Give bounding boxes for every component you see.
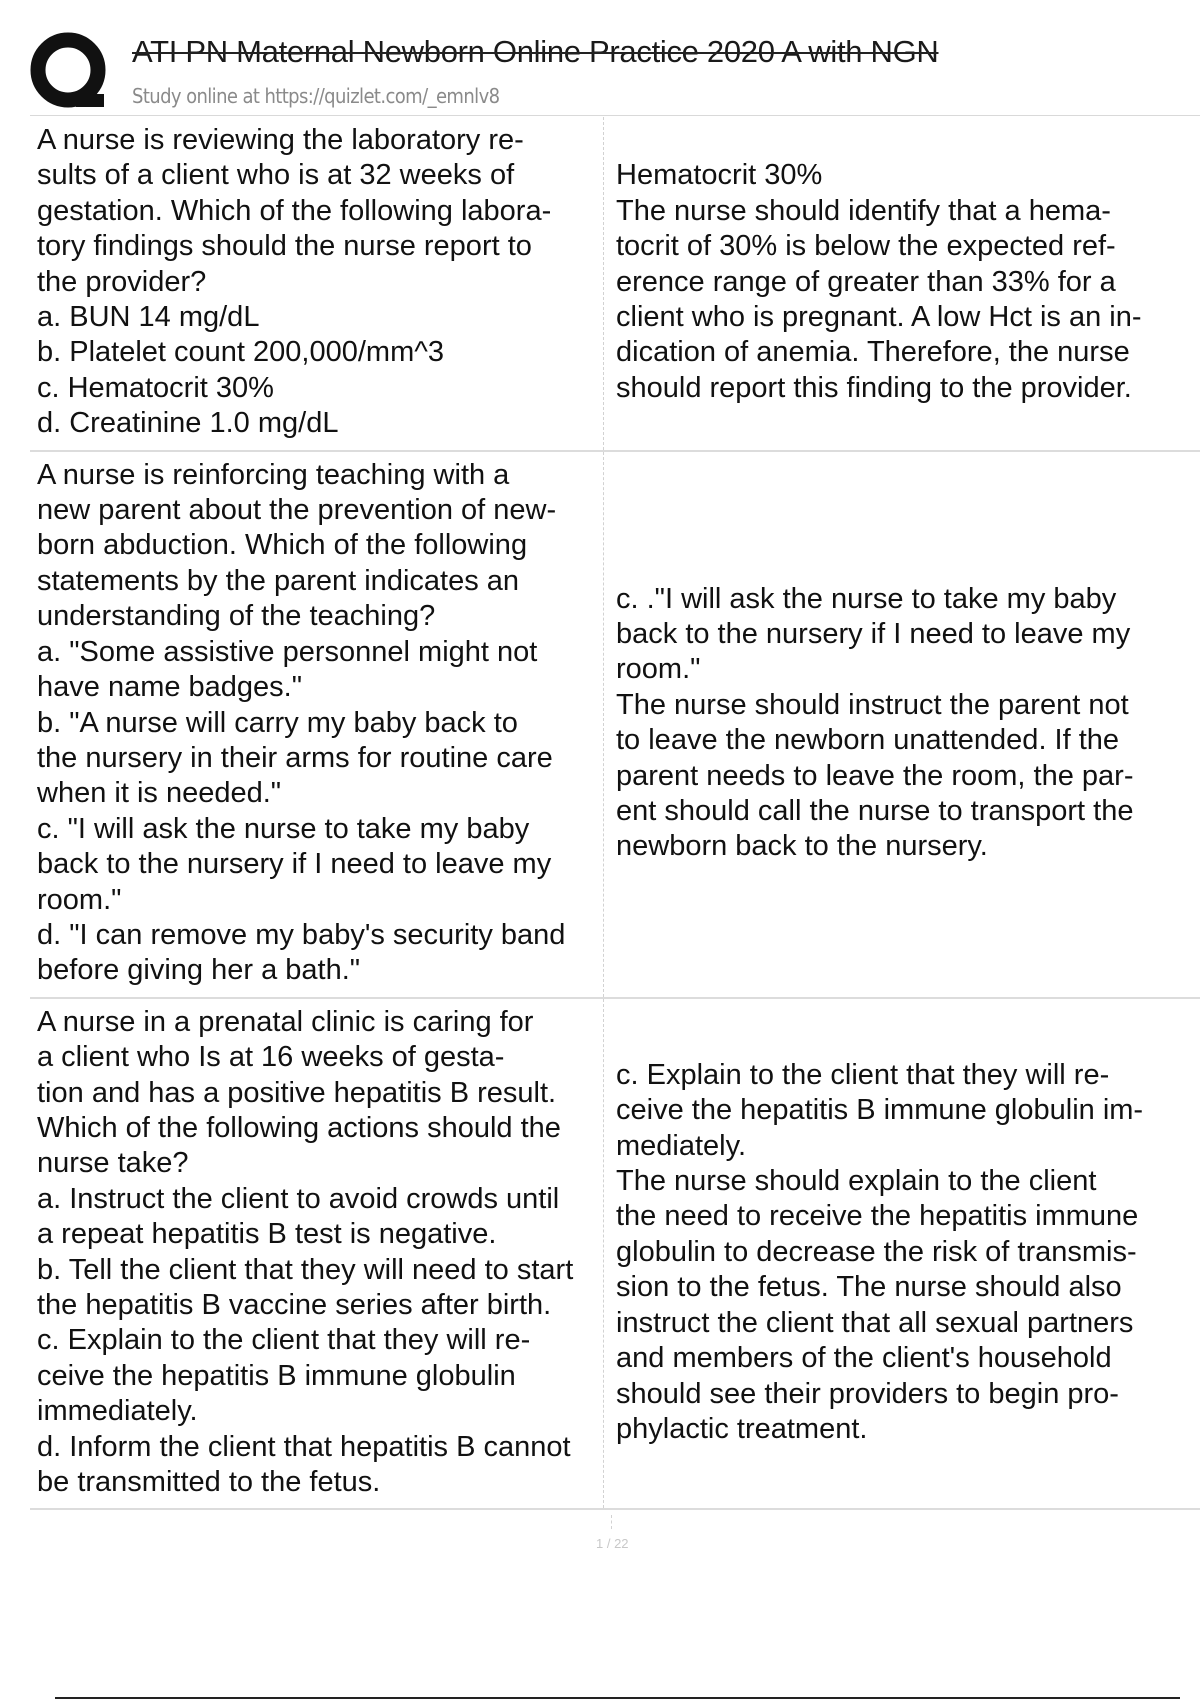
option-d: be transmitted to the fetus. bbox=[37, 1466, 381, 1499]
answer-line: c. Explain to the client that they will re- bbox=[616, 1058, 1110, 1091]
answer-line: mediately. bbox=[616, 1129, 747, 1162]
option-c: room." bbox=[37, 883, 122, 916]
term-line: tion and has a positive hepatitis B result. bbox=[37, 1076, 557, 1109]
answer-line: back to the nursery if I need to leave my bbox=[616, 617, 1131, 650]
term-line: nurse take? bbox=[37, 1147, 189, 1180]
rationale-line: to leave the newborn unattended. If the bbox=[616, 724, 1120, 757]
rationale-line: should see their providers to begin pro- bbox=[616, 1377, 1119, 1410]
option-a: a. BUN 14 mg/dL bbox=[37, 301, 260, 334]
header-divider bbox=[30, 115, 1200, 116]
rationale-line: sion to the fetus. The nurse should also bbox=[616, 1271, 1122, 1304]
term-line: A nurse in a prenatal clinic is caring for bbox=[37, 1005, 534, 1038]
option-b: b. Platelet count 200,000/mm^3 bbox=[37, 336, 444, 369]
option-c: c. Explain to the client that they will re- bbox=[37, 1324, 531, 1357]
rationale-line: tocrit of 30% is below the expected ref- bbox=[616, 230, 1116, 263]
option-c: back to the nursery if I need to leave my bbox=[37, 848, 552, 881]
term-line: a client who Is at 16 weeks of gesta- bbox=[37, 1041, 505, 1074]
term-line: A nurse is reviewing the laboratory re- bbox=[37, 124, 524, 156]
option-d: d. Creatinine 1.0 mg/dL bbox=[37, 407, 339, 440]
term-line: Which of the following actions should the bbox=[37, 1111, 561, 1144]
rationale-line: the need to receive the hepatitis immune bbox=[616, 1200, 1139, 1233]
option-d: d. "I can remove my baby's security band bbox=[37, 918, 566, 951]
option-d: before giving her a bath." bbox=[37, 954, 361, 987]
rationale-line: and members of the client's household bbox=[616, 1342, 1112, 1375]
option-d: d. Inform the client that hepatitis B cannot bbox=[37, 1430, 571, 1463]
flashcard-list bbox=[30, 117, 1200, 1510]
option-a: a. "Some assistive personnel might not bbox=[37, 635, 538, 668]
rationale-line: dication of anemia. Therefore, the nurse bbox=[616, 336, 1130, 369]
option-b: the nursery in their arms for routine care bbox=[37, 741, 553, 774]
option-c: immediately. bbox=[37, 1395, 198, 1428]
flashcard-term bbox=[30, 999, 604, 1509]
term-line: new parent about the prevention of new- bbox=[37, 494, 557, 527]
answer-line: room." bbox=[616, 653, 701, 686]
flashcard-term bbox=[30, 452, 604, 997]
flashcard bbox=[30, 117, 1200, 452]
term-line: born abduction. Which of the following bbox=[37, 529, 528, 562]
option-b: when it is needed." bbox=[37, 777, 282, 810]
page-number: 1 / 22 bbox=[596, 1536, 629, 1551]
rationale-line: parent needs to leave the room, the par- bbox=[616, 759, 1134, 792]
answer-line: ceive the hepatitis B immune globulin im- bbox=[616, 1094, 1144, 1127]
rationale-line: The nurse should explain to the client bbox=[616, 1165, 1097, 1198]
page-header bbox=[30, 28, 1200, 116]
rationale-line: instruct the client that all sexual partners bbox=[616, 1306, 1134, 1339]
footer-divider bbox=[55, 1697, 1180, 1699]
flashcard bbox=[30, 999, 1200, 1511]
rationale-line: ent should call the nurse to transport the bbox=[616, 795, 1134, 828]
flashcard-term bbox=[30, 117, 604, 450]
term-line: the provider? bbox=[37, 265, 207, 298]
rationale-line: The nurse should identify that a hema- bbox=[616, 194, 1111, 227]
document-title: ATI PN Maternal Newborn Online Practice 2020 A with NGN bbox=[132, 34, 939, 69]
option-b: b. "A nurse will carry my baby back to bbox=[37, 706, 518, 739]
term-line: A nurse is reinforcing teaching with a bbox=[37, 458, 510, 491]
flashcard-definition bbox=[604, 452, 1200, 997]
flashcard-definition bbox=[604, 999, 1200, 1509]
rationale-line: newborn back to the nursery. bbox=[616, 830, 988, 863]
term-line: understanding of the teaching? bbox=[37, 600, 436, 633]
page-divider-tick bbox=[611, 1515, 612, 1529]
option-c: c. "I will ask the nurse to take my baby bbox=[37, 812, 530, 845]
answer-line: c. ."I will ask the nurse to take my baby bbox=[616, 582, 1117, 615]
option-c: c. Hematocrit 30% bbox=[37, 371, 274, 404]
option-a: have name badges." bbox=[37, 671, 303, 704]
flashcard-definition bbox=[604, 117, 1200, 450]
rationale-line: client who is pregnant. A low Hct is an in- bbox=[616, 301, 1142, 334]
option-c: ceive the hepatitis B immune globulin bbox=[37, 1359, 516, 1392]
answer-line: Hematocrit 30% bbox=[616, 159, 823, 192]
rationale-line: globulin to decrease the risk of transmis- bbox=[616, 1235, 1137, 1268]
option-b: b. Tell the client that they will need to start bbox=[37, 1253, 574, 1286]
option-b: the hepatitis B vaccine series after birth. bbox=[37, 1289, 552, 1321]
rationale-line: erence range of greater than 33% for a bbox=[616, 265, 1116, 298]
flashcard bbox=[30, 452, 1200, 999]
term-line: statements by the parent indicates an bbox=[37, 564, 520, 597]
term-line: gestation. Which of the following labora- bbox=[37, 194, 552, 227]
option-a: a repeat hepatitis B test is negative. bbox=[37, 1218, 497, 1251]
rationale-line: The nurse should instruct the parent not bbox=[616, 688, 1129, 721]
rationale-line: phylactic treatment. bbox=[616, 1412, 868, 1445]
quizlet-q-logo-icon bbox=[30, 32, 112, 114]
option-a: a. Instruct the client to avoid crowds until bbox=[37, 1182, 560, 1215]
study-online-link[interactable]: Study online at https://quizlet.com/_emnlv8 bbox=[132, 84, 500, 108]
rationale-line: should report this finding to the provider. bbox=[616, 371, 1132, 404]
term-line: sults of a client who is at 32 weeks of bbox=[37, 159, 515, 192]
term-line: tory findings should the nurse report to bbox=[37, 230, 532, 263]
